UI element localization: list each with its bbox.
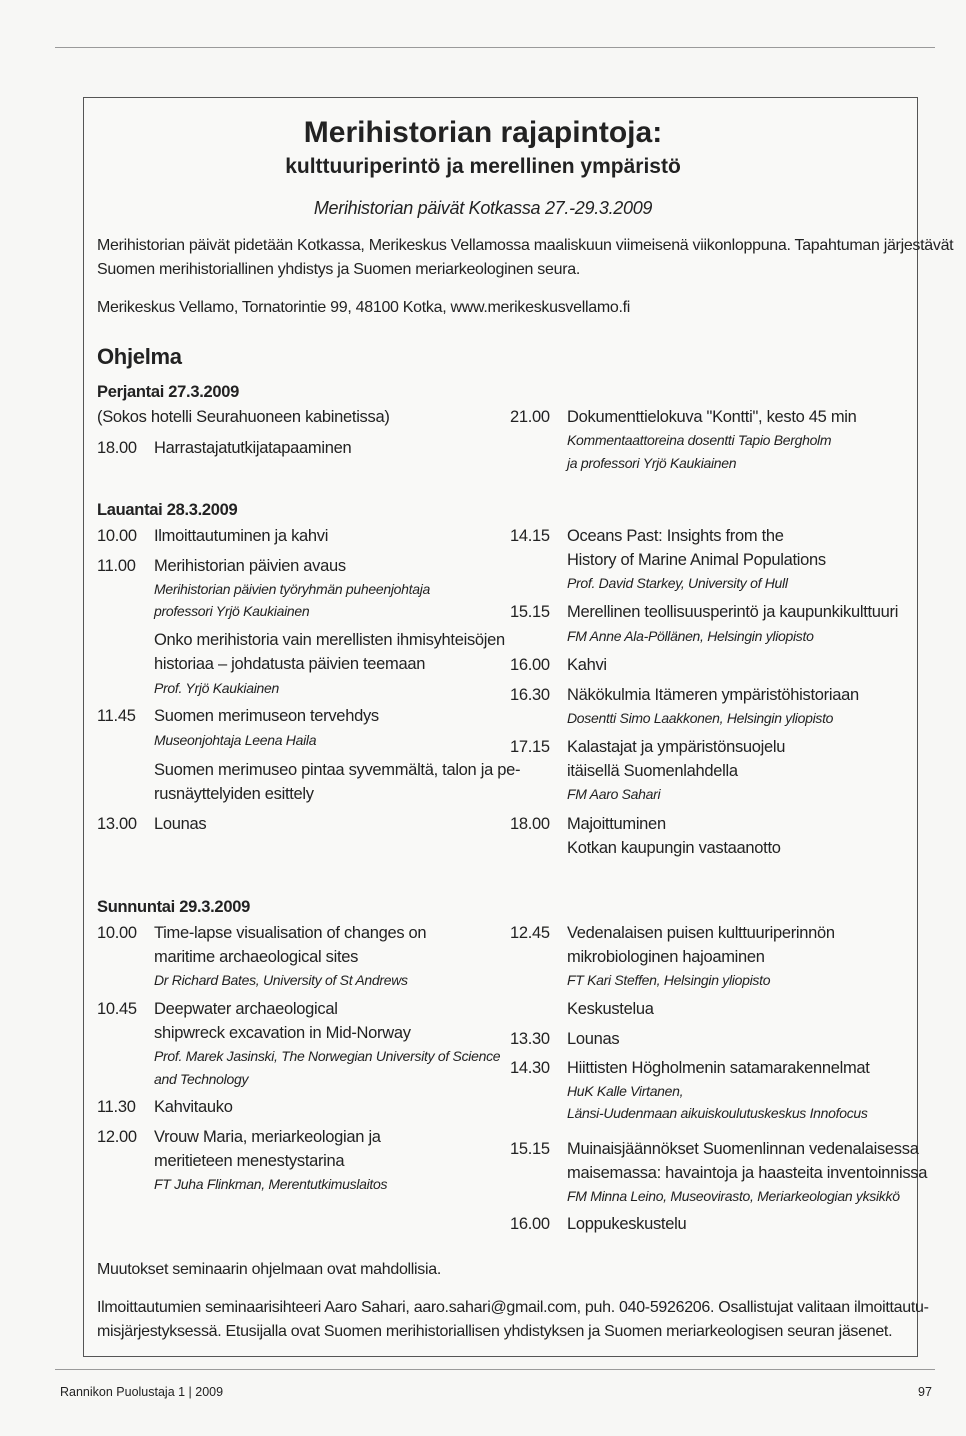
item-title: Dokumenttielokuva "Kontti", kesto 45 min	[567, 408, 857, 426]
item-time: 10.45	[97, 1000, 137, 1018]
publication-name: Rannikon Puolustaja 1 | 2009	[60, 1385, 224, 1399]
item-speaker: HuK Kalle Virtanen,	[567, 1083, 684, 1099]
item-title: Kalastajat ja ympäristönsuojelu	[567, 738, 786, 756]
item-title: Merellinen teollisuusperintö ja kaupunkikulttuuri	[567, 603, 899, 621]
venue-address: Merikeskus Vellamo, Tornatorintie 99, 48100 Kotka, www.merikeskusvellamo.fi	[97, 299, 631, 316]
item-speaker: Merihistorian päivien työryhmän puheenjohtaja	[154, 581, 431, 597]
item-title: Lounas	[567, 1030, 620, 1048]
item-speaker: Länsi-Uudenmaan aikuiskoulutuskeskus Innofocus	[567, 1105, 868, 1121]
item-title: Vedenalaisen puisen kulttuuriperinnön	[567, 924, 835, 942]
item-time: 16.00	[510, 1215, 550, 1233]
item-title: Hiittisten Högholmenin satamarakennelmat	[567, 1059, 870, 1077]
item-title: rusnäyttelyiden esittely	[154, 785, 314, 803]
item-title: Kahvitauko	[154, 1098, 233, 1116]
item-time: 14.30	[510, 1059, 550, 1077]
item-speaker: Dosentti Simo Laakkonen, Helsingin yliopisto	[567, 710, 834, 726]
registration-line-1: Ilmoittautumien seminaarisihteeri Aaro Sahari, aaro.sahari@gmail.com, puh. 040-5926206. Osallistujat valitaan ilmoittautu-	[97, 1299, 929, 1316]
item-speaker: FM Aaro Sahari	[567, 786, 661, 802]
item-time: 11.45	[97, 707, 136, 725]
item-title: maritime archaeological sites	[154, 948, 359, 966]
item-speaker: FM Minna Leino, Museovirasto, Meriarkeologian yksikkö	[567, 1188, 900, 1204]
friday-venue: (Sokos hotelli Seurahuoneen kabinetissa)	[97, 408, 390, 426]
item-title: Muinaisjäännökset Suomenlinnan vedenalaisessa	[567, 1140, 919, 1158]
item-title: Ilmoittautuminen ja kahvi	[154, 527, 329, 545]
article-title: Merihistorian rajapintoja:	[303, 116, 663, 149]
item-time: 17.15	[510, 738, 550, 756]
top-rule	[55, 47, 935, 48]
item-time: 14.15	[510, 527, 550, 545]
item-speaker: FT Kari Steffen, Helsingin yliopisto	[567, 972, 771, 988]
item-speaker: and Technology	[154, 1071, 249, 1087]
item-time: 12.00	[97, 1128, 137, 1146]
item-title: meritieteen menestystarina	[154, 1152, 345, 1170]
item-title: Kotkan kaupungin vastaanotto	[567, 839, 781, 857]
item-title: Vrouw Maria, meriarkeologian ja	[154, 1128, 381, 1146]
item-speaker: Kommentaattoreina dosentti Tapio Bergholm	[567, 432, 832, 448]
item-speaker: Museonjohtaja Leena Haila	[154, 732, 317, 748]
item-title: Lounas	[154, 815, 207, 833]
changes-note: Muutokset seminaarin ohjelmaan ovat mahdollisia.	[97, 1261, 442, 1278]
item-speaker: Dr Richard Bates, University of St Andrews	[154, 972, 408, 988]
item-time: 21.00	[510, 408, 550, 426]
item-title: Keskustelua	[567, 1000, 654, 1018]
item-speaker: FM Anne Ala-Pöllänen, Helsingin yliopisto	[567, 628, 814, 644]
program-heading: Ohjelma	[97, 344, 182, 369]
item-title: Majoittuminen	[567, 815, 666, 833]
item-title: Merihistorian päivien avaus	[154, 557, 346, 575]
item-time: 18.00	[510, 815, 550, 833]
item-title: Onko merihistoria vain merellisten ihmisyhteisöjen	[154, 631, 505, 649]
item-title: maisemassa: havaintoja ja haasteita inventoinnissa	[567, 1164, 928, 1182]
item-title: Deepwater archaeological	[154, 1000, 338, 1018]
item-speaker: Prof. Yrjö Kaukiainen	[154, 680, 279, 696]
bottom-rule	[55, 1369, 935, 1370]
item-title: Time-lapse visualisation of changes on	[154, 924, 427, 942]
item-speaker: FT Juha Flinkman, Merentutkimuslaitos	[154, 1176, 388, 1192]
item-time: 15.15	[510, 603, 550, 621]
item-speaker: Prof. David Starkey, University of Hull	[567, 575, 788, 591]
item-title: historiaa – johdatusta päivien teemaan	[154, 655, 426, 673]
intro-line-1: Merihistorian päivät pidetään Kotkassa, Merikeskus Vellamossa maaliskuun viimeisenä viikonloppuna. Tapahtuman järjestävät	[97, 237, 954, 254]
day-heading-saturday: Lauantai 28.3.2009	[97, 501, 238, 519]
item-title: Suomen merimuseon tervehdys	[154, 707, 379, 725]
item-speaker: ja professori Yrjö Kaukiainen	[567, 455, 737, 471]
item-title: History of Marine Animal Populations	[567, 551, 826, 569]
item-speaker: Prof. Marek Jasinski, The Norwegian University of Science	[154, 1048, 501, 1064]
intro-line-2: Suomen merihistoriallinen yhdistys ja Suomen meriarkeologinen seura.	[97, 261, 580, 278]
item-title: Harrastajatutkijatapaaminen	[154, 439, 352, 457]
day-heading-friday: Perjantai 27.3.2009	[97, 383, 239, 401]
item-title: Loppukeskustelu	[567, 1215, 687, 1233]
day-heading-sunday: Sunnuntai 29.3.2009	[97, 898, 250, 916]
item-title: Kahvi	[567, 656, 607, 674]
item-title: shipwreck excavation in Mid-Norway	[154, 1024, 411, 1042]
item-time: 12.45	[510, 924, 550, 942]
item-time: 18.00	[97, 439, 137, 457]
item-speaker: professori Yrjö Kaukiainen	[154, 603, 310, 619]
item-title: Oceans Past: Insights from the	[567, 527, 784, 545]
item-time: 10.00	[97, 527, 137, 545]
item-title: mikrobiologinen hajoaminen	[567, 948, 765, 966]
article-subtitle: kulttuuriperintö ja merellinen ympäristö	[285, 155, 681, 178]
item-title: itäisellä Suomenlahdella	[567, 762, 738, 780]
item-time: 11.30	[97, 1098, 136, 1116]
item-time: 15.15	[510, 1140, 550, 1158]
page-number: 97	[918, 1385, 932, 1399]
item-time: 10.00	[97, 924, 137, 942]
item-time: 16.00	[510, 656, 550, 674]
item-title: Suomen merimuseo pintaa syvemmältä, talon ja pe-	[154, 761, 521, 779]
item-time: 13.00	[97, 815, 137, 833]
item-time: 16.30	[510, 686, 550, 704]
item-title: Näkökulmia Itämeren ympäristöhistoriaan	[567, 686, 859, 704]
registration-line-2: misjärjestyksessä. Etusijalla ovat Suomen merihistoriallisen yhdistyksen ja Suomen meriarkeologisen seuran jäsenet.	[97, 1323, 893, 1340]
item-time: 11.00	[97, 557, 136, 575]
item-time: 13.30	[510, 1030, 550, 1048]
event-line: Merihistorian päivät Kotkassa 27.-29.3.2009	[313, 198, 653, 218]
